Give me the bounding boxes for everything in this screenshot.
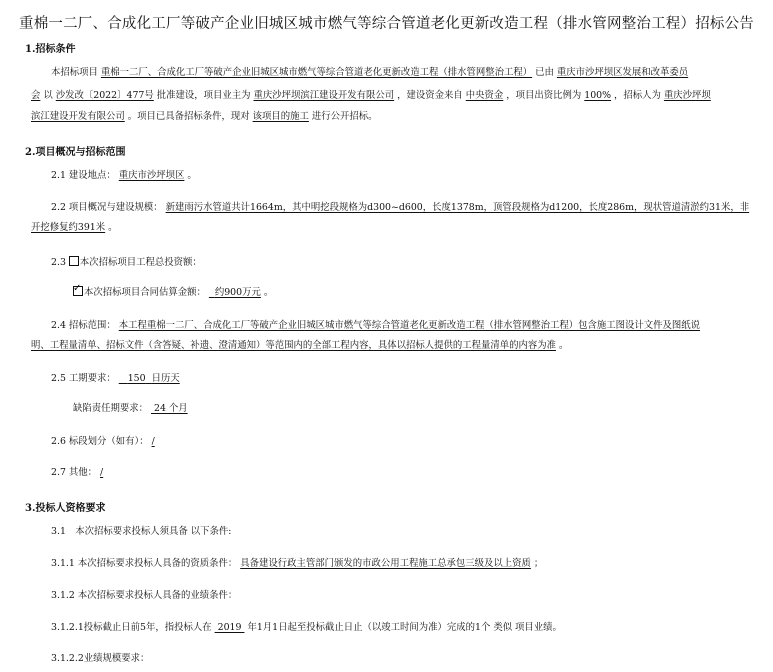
punctuation: 。 [263, 287, 274, 298]
punctuation: ； [533, 558, 544, 569]
item-2-7-label: 2.7 其他： [51, 467, 98, 478]
project-name: 重棉一二厂、合成化工厂等破产企业旧城区城市燃气等综合管道老化更新改造工程（排水管网整治工程） [100, 67, 533, 78]
punctuation: 。 [559, 340, 569, 351]
item-3-1-2: 3.1.2 本次招标要求投标人具备的业绩条件： [51, 590, 238, 601]
tender-scope-continued: 明、工程量清单、招标文件（含答疑、补遗、澄清通知）等范围内的全部工程内容，具体以招标人提供的工程量清单的内容为准 [31, 340, 557, 351]
item-2-3-option-2 [73, 286, 273, 299]
total-investment-option: 本次招标项目工程总投资额： [79, 257, 202, 268]
item-2-5 [51, 373, 180, 385]
item-2-4 [51, 320, 700, 332]
item-2-1 [51, 170, 197, 182]
item-2-4-cont [31, 340, 568, 352]
tender-item: 该项目的施工 [252, 111, 309, 122]
performance-start-year: 2019 [217, 622, 242, 633]
item-3-1-1 [51, 558, 543, 570]
lot-division: / [151, 436, 155, 447]
checked-checkbox [73, 286, 83, 296]
project-scale: 新建雨污水管道共计1664m，其中明挖段规格为d300~d600，长度1378m，顶管段规格为d1200，长度286m，现状管道清淤约31米，非 [165, 202, 750, 213]
item-2-2-label: 2.2 项目概况与建设规模： [51, 202, 163, 213]
section-1-paragraph-line-3 [31, 111, 378, 123]
punctuation: 。 [108, 222, 118, 233]
doc-prefix: 以 [43, 90, 53, 101]
performance-period-text: 3.1.2.1投标截止日前5年，指投标人在 [51, 622, 212, 633]
item-2-6-label: 2.6 标段划分（如有）： [51, 436, 149, 447]
qualification-requirement: 具备建设行政主管部门颁发的市政公用工程施工总承包三级及以上资质 [240, 558, 531, 569]
item-3-1: 3.1 本次招标要求投标人须具备 以下条件: [51, 526, 232, 537]
build-text: 批准建设，项目业主为 [156, 90, 251, 101]
tenderer-continued: 滨江建设开发有限公司 [31, 111, 125, 122]
condition-end-text: 进行公开招标。 [311, 111, 378, 122]
item-2-2-cont [31, 222, 118, 234]
section-1-paragraph-line-2 [31, 90, 711, 102]
item-3-1-2-2: 3.1.2.2业绩规模要求： [51, 653, 150, 664]
qualification-label: 3.1.1 本次招标要求投标人具备的资质条件： [51, 558, 238, 569]
ratio-text: ，项目出资比例为 [506, 90, 582, 101]
tenderer-text: ，招标人为 [614, 90, 661, 101]
project-scale-continued: 开挖修复约391米 [31, 222, 106, 233]
condition-text: 。项目已具备招标条件，现对 [127, 111, 250, 122]
item-2-2 [51, 202, 749, 214]
approved-by-text: 已由 [535, 67, 554, 78]
other-value: / [100, 467, 104, 478]
contract-estimate-amount: 约900万元 [214, 287, 261, 298]
approver-continued: 会 [31, 90, 41, 101]
section-3-heading: 3.投标人资格要求 [25, 503, 106, 514]
defect-liability-period [73, 403, 188, 415]
construction-location: 重庆市沙坪坝区 [118, 170, 185, 181]
document-title: 重棉一二厂、合成化工厂等破产企业旧城区城市燃气等综合管道老化更新改造工程（排水管网整治工程）招标公告 [19, 16, 754, 32]
section-1-heading: 1.招标条件 [25, 44, 76, 55]
funding-ratio: 100% [584, 90, 612, 101]
project-owner: 重庆沙坪坝滨江建设开发有限公司 [253, 90, 395, 101]
tender-scope: 本工程重棉一二厂、合成化工厂等破产企业旧城区城市燃气等综合管道老化更新改造工程（排水管网整治工程）包含施工图设计文件及图纸说 [118, 320, 701, 331]
construction-period-unit: 日历天 [151, 373, 180, 384]
item-2-4-label: 2.4 招标范围： [51, 320, 116, 331]
fund-source: 中央资金 [465, 90, 504, 101]
item-2-3-label: 2.3 [51, 257, 66, 268]
defect-liability-label: 缺陷责任期要求： [73, 403, 149, 414]
section-2-heading: 2.项目概况与招标范围 [25, 147, 126, 158]
construction-period: 150 [127, 373, 146, 384]
approval-document-number: 沙发改〔2022〕477号 [55, 90, 154, 101]
tenderer: 重庆沙坪坝 [663, 90, 711, 101]
punctuation: 。 [187, 170, 197, 181]
fund-text: ，建设资金来自 [397, 90, 463, 101]
performance-period-end-text: 年1月1日起至投标截止日止（以竣工时间为准）完成的1个 类似 项目业绩。 [247, 622, 562, 633]
item-2-7 [51, 467, 103, 479]
item-2-6 [51, 436, 155, 448]
intro-text: 本招标项目 [51, 67, 98, 78]
item-3-1-2-1 [51, 622, 562, 634]
contract-estimate-option: 本次招标项目合同估算金额： [84, 287, 206, 298]
item-2-5-label: 2.5 工期要求： [51, 373, 116, 384]
item-2-1-label: 2.1 建设地点： [51, 170, 116, 181]
unchecked-checkbox [69, 256, 79, 266]
section-1-paragraph-line-1 [51, 67, 688, 79]
approver: 重庆市沙坪坝区发展和改革委员 [556, 67, 689, 78]
defect-liability-value: 24 个月 [153, 403, 188, 414]
item-2-3 [51, 256, 202, 269]
